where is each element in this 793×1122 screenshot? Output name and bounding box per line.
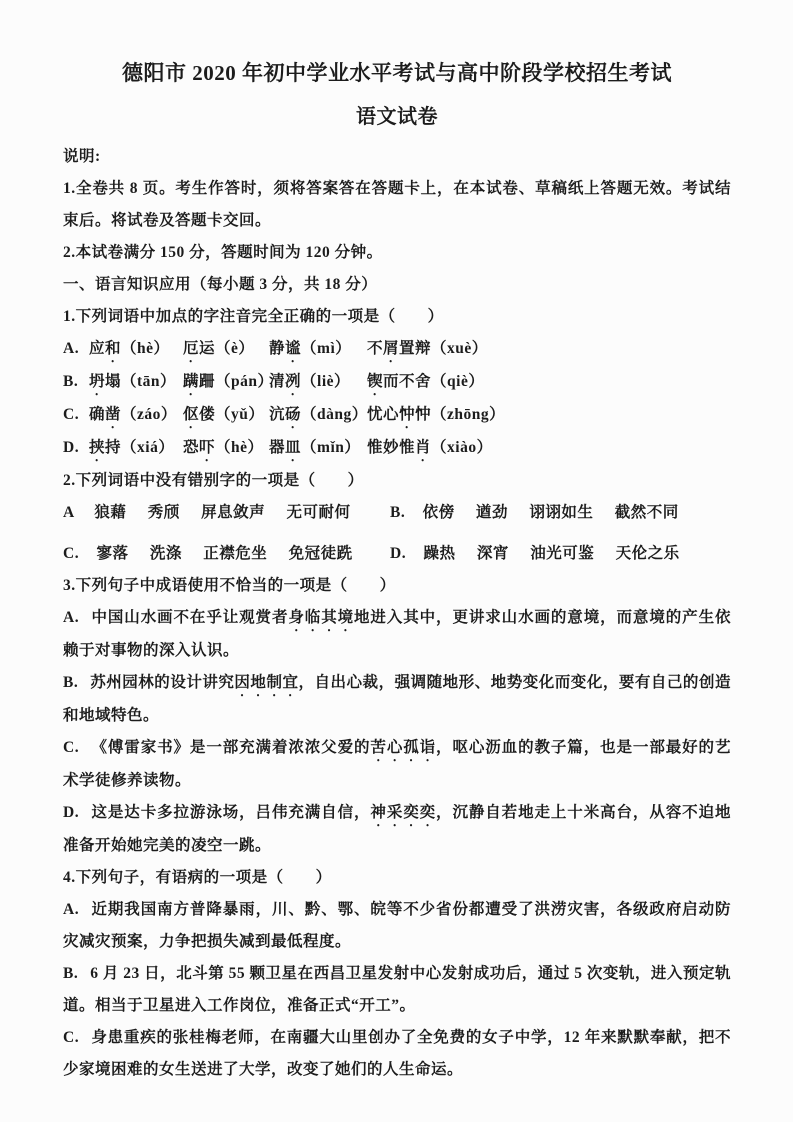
- option-item: 沆砀（dàng）: [269, 406, 368, 423]
- option-item: 屏息敛声: [201, 504, 266, 521]
- question-2-option-a: [63, 497, 390, 529]
- question-1-stem: 1.下列词语中加点的字注音完全正确的一项是（ ）: [63, 308, 444, 325]
- option-item: 深宵: [476, 545, 509, 562]
- option-item: 截然不同: [614, 504, 679, 521]
- option-item: 静谧（mì）: [269, 340, 352, 357]
- option-label: C.: [63, 739, 80, 756]
- option-item: 器皿（mǐn）: [269, 439, 361, 456]
- option-text: 中国山水画不在乎让观赏者身临其境地进入其中，更讲求山水画的意境，而意境的产生依赖于对事物的深入认识。: [63, 609, 731, 659]
- question-2-option-b: [390, 497, 731, 529]
- option-item: 免冠徒跣: [288, 545, 353, 562]
- option-item: 忧心忡忡（zhōng）: [367, 406, 506, 423]
- option-item: 伛偻（yǔ）: [183, 406, 265, 423]
- option-label: C.: [63, 545, 80, 562]
- option-item: 诩诩如生: [529, 504, 594, 521]
- question-4-option-b: [63, 958, 731, 1022]
- option-item: 正襟危坐: [203, 545, 268, 562]
- question-3-option-b: [63, 667, 731, 732]
- question-3-option-d: [63, 797, 731, 862]
- option-item: 锲而不舍（qiè）: [367, 373, 485, 390]
- note-item-2: 2.本试卷满分 150 分，答题时间为 120 分钟。: [63, 244, 383, 261]
- section-heading: 一、语言知识应用（每小题 3 分，共 18 分）: [63, 276, 378, 293]
- option-label: D.: [63, 804, 80, 821]
- option-text: 《傅雷家书》是一部充满着浓浓父爱的苦心孤诣，呕心沥血的教子篇，也是一部最好的艺术学徒修养读物。: [63, 739, 731, 789]
- option-label: C.: [63, 406, 80, 423]
- question-2-row-cd: [63, 538, 731, 570]
- option-item: 狼藉: [94, 504, 127, 521]
- option-item: 遒劲: [475, 504, 508, 521]
- option-label: A.: [63, 340, 80, 357]
- question-3-option-c: [63, 732, 731, 797]
- option-label: A.: [63, 609, 80, 626]
- option-label: B.: [63, 965, 79, 982]
- question-3-stem: 3.下列句子中成语使用不恰当的一项是（ ）: [63, 577, 396, 594]
- option-text: 6 月 23 日，北斗第 55 颗卫星在西昌卫星发射中心发射成功后，通过 5 次变轨，进入预定轨道。相当于卫星进入工作岗位，准备正式“开工”。: [63, 965, 731, 1014]
- option-item: 确凿（záo）: [89, 406, 177, 423]
- option-label: C.: [63, 1029, 80, 1046]
- question-2-row-ab: [63, 497, 731, 529]
- exam-subtitle: 语文试卷: [356, 106, 438, 128]
- question-2-stem: 2.下列词语中没有错别字的一项是（ ）: [63, 472, 364, 489]
- option-label: D.: [390, 545, 407, 562]
- option-item: 无可耐何: [286, 504, 351, 521]
- notes-label: 说明:: [63, 148, 101, 165]
- option-item: 不屑置辩（xuè）: [367, 340, 488, 357]
- option-text: 苏州园林的设计讲究因地制宜，自出心裁，强调随地形、地势变化而变化，要有自己的创造和地域特色。: [63, 674, 731, 724]
- option-item: 油光可鉴: [530, 545, 595, 562]
- question-4-option-a: [63, 894, 731, 958]
- option-item: 厄运（è）: [183, 340, 255, 357]
- option-item: 挟持（xiá）: [89, 439, 175, 456]
- note-item-1: 1.全卷共 8 页。考生作答时，须将答案答在答题卡上，在本试卷、草稿纸上答题无效。考试结束后。将试卷及答题卡交回。: [63, 180, 731, 229]
- option-item: 清冽（liè）: [269, 373, 351, 390]
- option-item: 应和（hè）: [89, 340, 170, 357]
- option-item: 坍塌（tān）: [89, 373, 177, 390]
- option-item: 天伦之乐: [615, 545, 680, 562]
- option-label: A.: [63, 901, 80, 918]
- option-item: 洗涤: [149, 545, 182, 562]
- option-item: 恐吓（hè）: [183, 439, 264, 456]
- option-item: 蹒跚（pán）: [183, 373, 274, 390]
- question-2-option-c: [63, 538, 390, 570]
- question-4-stem: 4.下列句子，有语病的一项是（ ）: [63, 869, 332, 886]
- option-item: 躁热: [423, 545, 456, 562]
- question-1-option-b: [63, 366, 731, 399]
- option-label: B.: [390, 504, 406, 521]
- option-text: 身患重疾的张桂梅老师，在南疆大山里创办了全免费的女子中学，12 年来默默奉献，把不少家境困难的女生送进了大学，改变了她们的人生命运。: [63, 1029, 731, 1078]
- option-label: B.: [63, 373, 79, 390]
- option-label: A: [63, 504, 75, 521]
- question-3-option-a: [63, 602, 731, 667]
- question-1-option-c: [63, 399, 731, 432]
- exam-title: 德阳市 2020 年初中学业水平考试与高中阶段学校招生考试: [122, 61, 672, 85]
- option-label: D.: [63, 439, 80, 456]
- option-item: 寥落: [96, 545, 129, 562]
- option-text: 近期我国南方普降暴雨，川、黔、鄂、皖等不少省份都遭受了洪涝灾害，各级政府启动防灾减灾预案，力争把损失减到最低程度。: [63, 901, 731, 950]
- question-1-option-a: [63, 333, 731, 366]
- question-1-option-d: [63, 432, 731, 465]
- option-item: 秀颀: [147, 504, 180, 521]
- question-4-option-c: [63, 1022, 731, 1086]
- question-2-option-d: [390, 538, 731, 570]
- option-label: B.: [63, 674, 79, 691]
- option-item: 惟妙惟肖（xiào）: [367, 439, 493, 456]
- option-text: 这是达卡多拉游泳场，吕伟充满自信，神采奕奕，沉静自若地走上十米高台，从容不迫地准备开始她完美的凌空一跳。: [63, 804, 731, 854]
- option-item: 依傍: [422, 504, 455, 521]
